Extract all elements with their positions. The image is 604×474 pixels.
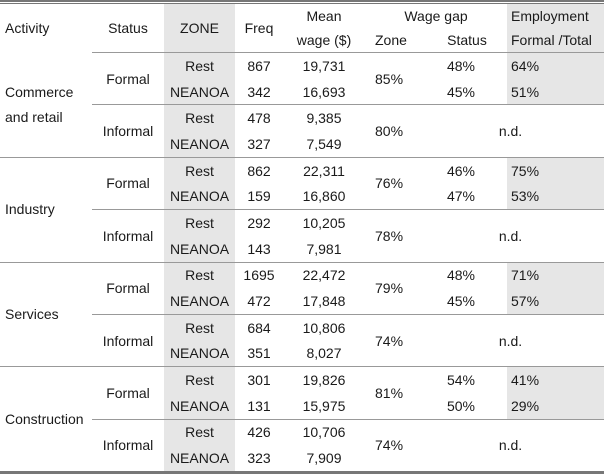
wage-gap-zone-cell: 80% — [365, 105, 417, 157]
header-row-1 — [0, 4, 604, 29]
mean-wage-cell: 22,311 — [283, 157, 365, 183]
zone-cell: Rest — [164, 53, 235, 79]
zone-cell: NEANOA — [164, 236, 235, 262]
mean-wage-cell: 10,205 — [283, 210, 365, 236]
wage-gap-zone-cell: 79% — [365, 262, 417, 314]
freq-cell: 351 — [247, 345, 271, 362]
activity-cell: Construction — [0, 367, 92, 473]
freq-cell: 478 — [235, 105, 283, 131]
zone-cell: NEANOA — [164, 79, 235, 105]
zone-cell: NEANOA — [164, 393, 235, 419]
freq-cell: 131 — [247, 397, 271, 414]
employment-share-cell: 51% — [507, 79, 604, 105]
header-employment-line1: Employment — [507, 4, 604, 29]
status-cell: Formal — [92, 367, 164, 419]
wage-gap-zone-cell: 76% — [365, 157, 417, 209]
status-cell: Formal — [92, 157, 164, 209]
wage-gap-table — [0, 3, 604, 474]
header-status: Status — [92, 4, 164, 53]
header-activity: Activity — [5, 20, 50, 37]
not-determined-cell: n.d. — [417, 105, 604, 157]
employment-share-cell: 71% — [507, 262, 604, 288]
mean-wage-cell: 8,027 — [306, 345, 342, 362]
wage-gap-status-cell: 47% — [446, 188, 475, 205]
status-cell: Informal — [92, 105, 164, 157]
mean-wage-cell: 19,826 — [283, 367, 365, 393]
header-mean-wage-line1: Mean — [306, 8, 342, 24]
zone-cell: Rest — [164, 157, 235, 183]
wage-gap-status-cell: 45% — [446, 293, 475, 310]
freq-cell: 342 — [247, 83, 271, 100]
wage-gap-zone-cell: 85% — [375, 70, 404, 87]
wage-gap-zone-cell: 78% — [365, 210, 417, 262]
wage-gap-zone-cell: 74% — [365, 314, 417, 366]
mean-wage-cell: 7,981 — [306, 240, 342, 257]
mean-wage-cell: 10,706 — [283, 419, 365, 445]
zone-cell: Rest — [164, 314, 235, 340]
freq-cell: 159 — [247, 188, 271, 205]
header-mean-wage-line2: wage ($) — [283, 28, 365, 53]
freq-cell: 143 — [247, 240, 271, 257]
header-wage-gap-status: Status — [417, 28, 507, 53]
employment-share-cell: 53% — [507, 183, 604, 209]
table-body — [0, 53, 604, 473]
freq-cell: 862 — [235, 157, 283, 183]
zone-cell: NEANOA — [164, 445, 235, 472]
wage-gap-zone-cell: 74% — [365, 419, 417, 472]
freq-cell: 327 — [247, 135, 271, 152]
table-row — [0, 53, 604, 79]
zone-cell: NEANOA — [164, 341, 235, 367]
mean-wage-cell: 22,472 — [283, 262, 365, 288]
mean-wage-cell: 9,385 — [283, 105, 365, 131]
zone-cell: NEANOA — [164, 288, 235, 314]
employment-share-cell: 41% — [507, 367, 604, 393]
status-cell: Formal — [106, 70, 150, 87]
wage-gap-status-cell: 45% — [446, 83, 475, 100]
table-row — [0, 262, 604, 288]
mean-wage-cell: 7,549 — [306, 135, 342, 152]
zone-cell: NEANOA — [164, 183, 235, 209]
mean-wage-cell: 16,693 — [302, 83, 346, 100]
freq-cell: 472 — [247, 293, 271, 310]
mean-wage-cell: 19,731 — [302, 57, 346, 74]
not-determined-cell: n.d. — [417, 419, 604, 472]
mean-wage-cell: 15,975 — [302, 397, 346, 414]
freq-cell: 323 — [247, 450, 271, 467]
wage-gap-status-cell: 46% — [417, 157, 507, 183]
status-cell: Informal — [92, 314, 164, 366]
header-wage-gap-zone: Zone — [365, 28, 417, 53]
zone-cell: Rest — [164, 367, 235, 393]
not-determined-cell: n.d. — [417, 314, 604, 366]
wage-gap-status-cell: 50% — [446, 397, 475, 414]
header-wage-gap: Wage gap — [404, 8, 468, 24]
status-cell: Formal — [92, 262, 164, 314]
employment-share-cell: 75% — [507, 157, 604, 183]
zone-cell: Rest — [164, 105, 235, 131]
header-zone: ZONE — [164, 4, 235, 53]
activity-cell: Services — [0, 262, 92, 367]
zone-cell: NEANOA — [164, 131, 235, 157]
wage-gap-status-cell: 48% — [417, 262, 507, 288]
wage-gap-zone-cell: 81% — [365, 367, 417, 419]
header-freq: Freq — [235, 4, 283, 53]
mean-wage-cell: 7,909 — [306, 450, 342, 467]
freq-cell: 292 — [235, 210, 283, 236]
freq-cell: 867 — [247, 57, 271, 74]
zone-cell: Rest — [164, 262, 235, 288]
mean-wage-cell: 16,860 — [302, 188, 346, 205]
wage-gap-status-cell: 54% — [417, 367, 507, 393]
mean-wage-cell: 10,806 — [283, 314, 365, 340]
freq-cell: 684 — [235, 314, 283, 340]
table-row — [0, 157, 604, 183]
freq-cell: 301 — [235, 367, 283, 393]
zone-cell: Rest — [164, 210, 235, 236]
table-row — [0, 367, 604, 393]
freq-cell: 426 — [235, 419, 283, 445]
status-cell: Informal — [92, 419, 164, 472]
employment-share-cell: 64% — [507, 53, 604, 79]
header-employment-line2: Formal /Total — [507, 28, 604, 53]
activity-cell: Commerce and retail — [5, 83, 74, 125]
freq-cell: 1695 — [235, 262, 283, 288]
employment-share-cell: 57% — [507, 288, 604, 314]
status-cell: Informal — [92, 210, 164, 262]
activity-cell: Industry — [0, 157, 92, 262]
employment-share-cell: 29% — [507, 393, 604, 419]
not-determined-cell: n.d. — [417, 210, 604, 262]
mean-wage-cell: 17,848 — [302, 293, 346, 310]
wage-gap-status-cell: 48% — [446, 57, 475, 74]
zone-cell: Rest — [164, 419, 235, 445]
